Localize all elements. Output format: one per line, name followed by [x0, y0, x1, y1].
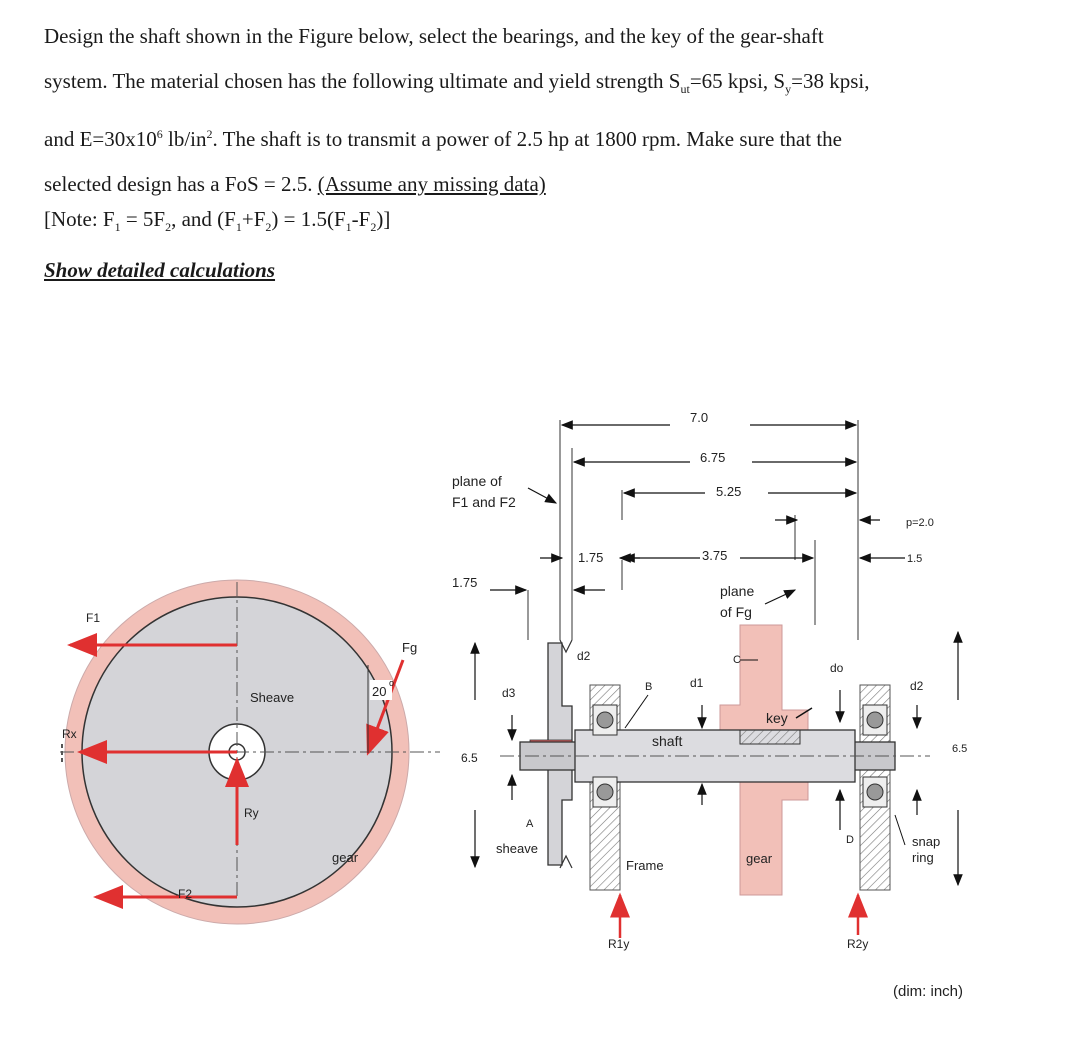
- problem-line-4: selected design has a FoS = 2.5. (Assume any missing data): [44, 172, 546, 197]
- problem-line-2: system. The material chosen has the following ultimate and yield strength $S_{ut}=65$ kpsi, $S_y=38$ kpsi,: [44, 69, 870, 97]
- show-calculations-heading: Show detailed calculations: [44, 258, 276, 282]
- dim-1-75-top: 1.75: [578, 550, 604, 565]
- gear-label: gear: [332, 850, 359, 865]
- dim-7-0: 7.0: [690, 410, 709, 425]
- dim-5-25: 5.25: [716, 484, 742, 499]
- plane-f-label-1: plane of: [452, 473, 502, 489]
- rx-label: Rx: [62, 727, 77, 741]
- label-d1: d1: [690, 676, 704, 690]
- dim-6-5-left: 6.5: [461, 751, 478, 765]
- problem-line-3: and $E=30x10^6$ $lb/in^2$. The shaft is to transmit a power of 2.5 hp at 1800 rpm. Make sure that the: [44, 127, 842, 152]
- force-note: [Note: $F_1 = 5F_2$, and $(F_1+F_2) = 1.5(F_1-F_2)$]: [44, 207, 391, 235]
- snap-leader: [895, 815, 905, 845]
- label-d3: d3: [502, 686, 516, 700]
- dim-1-5: 1.5: [907, 553, 923, 565]
- problem-line-1: Design the shaft shown in the Figure below, select the bearings, and the key of the gear-shaft: [44, 24, 824, 48]
- label-sheave: sheave: [496, 841, 538, 856]
- angle-degree-symbol: o: [389, 678, 395, 688]
- dim-3-75: 3.75: [702, 548, 728, 563]
- dim-1-75-left: 1.75: [452, 575, 478, 590]
- label-r2y: R2y: [847, 937, 869, 951]
- label-d2-right: d2: [910, 679, 924, 693]
- dim-6-75: 6.75: [700, 450, 726, 465]
- sheave-label: Sheave: [250, 690, 295, 705]
- side-view: [452, 410, 967, 951]
- label-key: key: [766, 710, 788, 726]
- label-r1y: R1y: [608, 937, 630, 951]
- ry-label: Ry: [244, 806, 259, 820]
- end-view: [60, 580, 440, 924]
- fg-label: Fg: [402, 640, 418, 655]
- plane-f-pointer: [528, 488, 556, 503]
- label-c: C: [733, 654, 741, 666]
- plane-g-label-2: of Fg: [720, 604, 752, 620]
- angle-label: 20: [372, 684, 387, 699]
- label-ring: ring: [912, 850, 934, 865]
- label-a: A: [526, 818, 534, 830]
- label-frame: Frame: [626, 858, 664, 873]
- label-shaft: shaft: [652, 733, 683, 749]
- b-leader: [625, 695, 648, 728]
- label-d2-left: d2: [577, 649, 591, 663]
- plane-f-label-2: F1 and F2: [452, 494, 516, 510]
- gear-key: [740, 730, 800, 744]
- units-note: (dim: inch): [893, 983, 964, 1000]
- plane-g-pointer: [765, 590, 795, 604]
- f1-label: F1: [86, 611, 101, 625]
- label-snap: snap: [912, 834, 941, 849]
- plane-g-label-1: plane: [720, 583, 755, 599]
- dim-6-5-right: 6.5: [952, 743, 968, 755]
- label-do: do: [830, 661, 844, 675]
- label-gear: gear: [746, 851, 773, 866]
- f2-label: F2: [178, 887, 193, 901]
- label-b: B: [645, 681, 653, 693]
- dim-p: p=2.0: [906, 517, 934, 529]
- label-d: D: [846, 834, 854, 846]
